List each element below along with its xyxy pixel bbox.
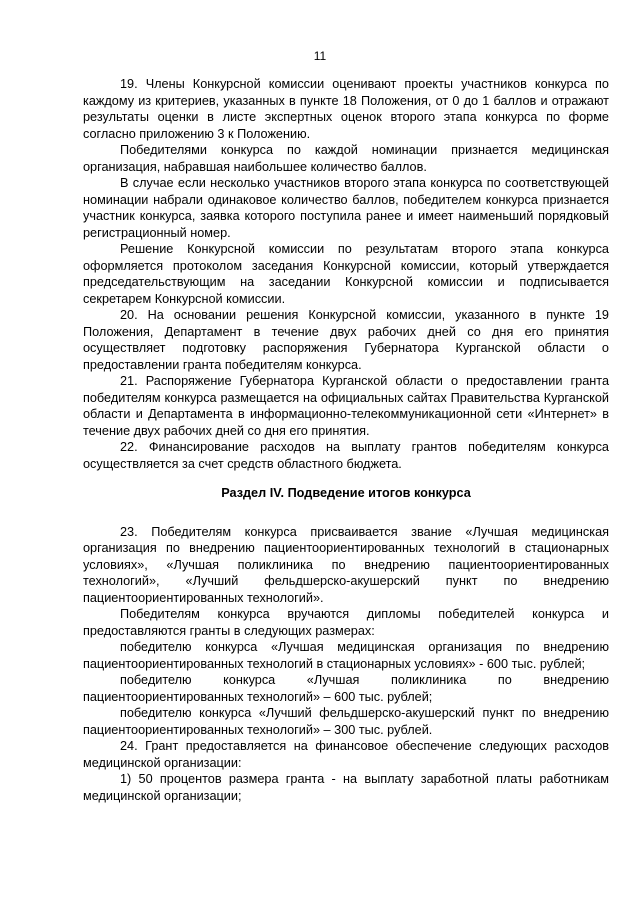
paragraph-20: 20. На основании решения Конкурсной комиссии, указанного в пункте 19 Положения, Департамент в течение двух рабочих дней со дня его принятия осуществляет подготовку распоряжения Губернатора Курганской области о предоставлении гранта победителям конкурса. bbox=[83, 308, 609, 372]
document-body bbox=[83, 76, 609, 804]
paragraph-21: 21. Распоряжение Губернатора Курганской области о предоставлении гранта победителям конкурса размещается на официальных сайтах Правительства Курганской области и Департамента в информационно-телекоммуникационной сети «Интернет» в течение двух рабочих дней со дня его принятия. bbox=[83, 374, 609, 438]
page-number: 11 bbox=[313, 49, 327, 63]
paragraph-winners-definition: Победителями конкурса по каждой номинации признается медицинская организация, набравшая наибольшее количество баллов. bbox=[83, 143, 609, 174]
grant-item-polyclinic: победителю конкурса «Лучшая поликлиника по внедрению пациентоориентированных технологий» – 600 тыс. рублей; bbox=[83, 673, 609, 704]
paragraph-24-item-1: 1) 50 процентов размера гранта - на выплату заработной платы работникам медицинской организации; bbox=[83, 772, 609, 803]
section-title: Раздел IV. Подведение итогов конкурса bbox=[221, 486, 471, 500]
grant-item-fap: победителю конкурса «Лучший фельдшерско-акушерский пункт по внедрению пациентоориентированных технологий» – 300 тыс. рублей. bbox=[83, 706, 609, 737]
paragraph-22: 22. Финансирование расходов на выплату грантов победителям конкурса осуществляется за счет средств областного бюджета. bbox=[83, 440, 609, 471]
paragraph-24: 24. Грант предоставляется на финансовое обеспечение следующих расходов медицинской организации: bbox=[83, 739, 609, 770]
paragraph-equal-scores: В случае если несколько участников второго этапа конкурса по соответствующей номинации набрали одинаковое количество баллов, победителем конкурса признается участник конкурса, заявка которого поступила ранее и имеет наименьший порядковый регистрационный номер. bbox=[83, 176, 609, 240]
paragraph-23: 23. Победителям конкурса присваивается звание «Лучшая медицинская организация по внедрению пациентоориентированных технологий в стационарных условиях», «Лучшая поликлиника по внедрению пациентоориентированных технологий», «Лучший фельдшерско-акушерский пункт по внедрению пациентоориентированных технологий». bbox=[83, 524, 609, 605]
grant-item-hospital: победителю конкурса «Лучшая медицинская организация по внедрению пациентоориентированных технологий в стационарных условиях» - 600 тыс. рублей; bbox=[83, 640, 609, 671]
paragraph-diplomas: Победителям конкурса вручаются дипломы победителей конкурса и предоставляются гранты в следующих размерах: bbox=[83, 607, 609, 638]
paragraph-commission-decision: Решение Конкурсной комиссии по результатам второго этапа конкурса оформляется протоколом заседания Конкурсной комиссии, который утверждается председательствующим на заседании Конкурсной комиссии и подписывается секретарем Конкурсной комиссии. bbox=[83, 242, 609, 306]
paragraph-19: 19. Члены Конкурсной комиссии оценивают проекты участников конкурса по каждому из критериев, указанных в пункте 18 Положения, от 0 до 1 баллов и отражают результаты оценки в листе экспертных оценок второго этапа конкурса по форме согласно приложению 3 к Положению. bbox=[83, 77, 609, 141]
